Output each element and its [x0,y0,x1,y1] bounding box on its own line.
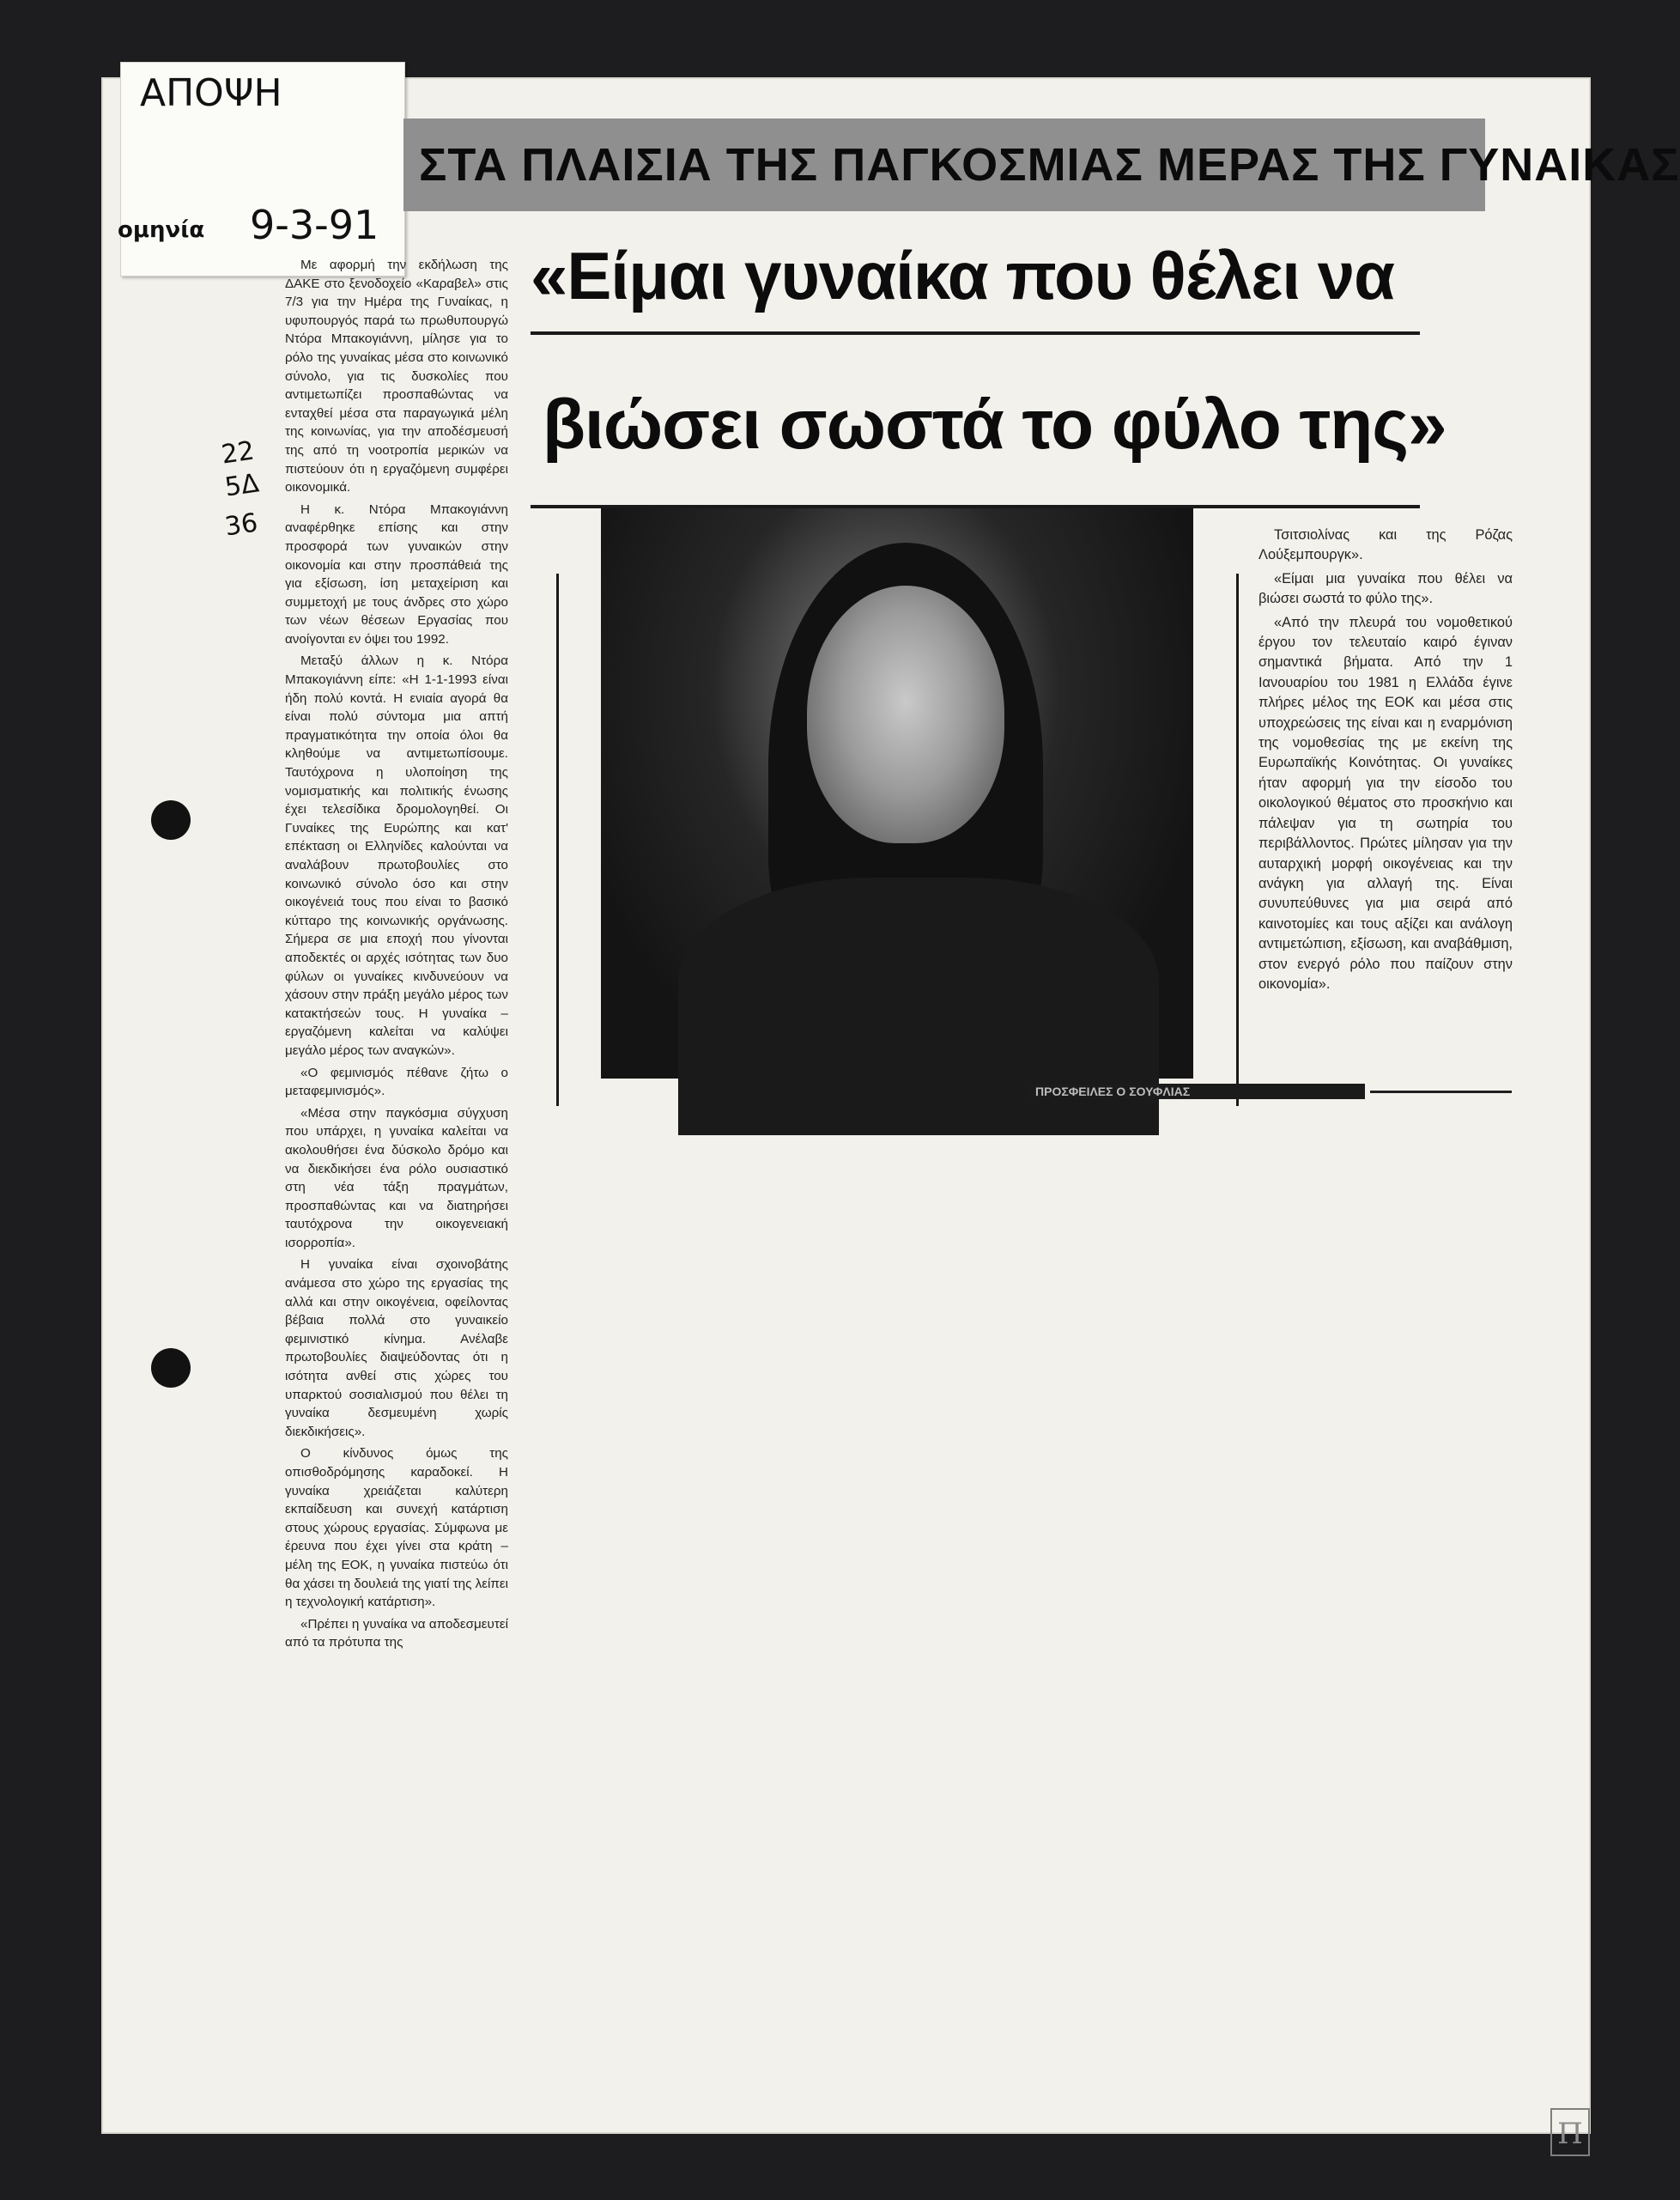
portrait-photo [601,508,1193,1079]
headline-line-2: βιώσει σωστά το φύλο της» [543,386,1446,464]
right-paragraph: «Είμαι μια γυναίκα που θέλει να βιώσει σωστά το φύλο της». [1258,570,1513,607]
left-paragraph: Η γυναίκα είναι σχοινοβάτης ανάμεσα στο χώρο της εργασίας της αλλά και στην οικογένεια, οφείλοντας βέβαια πολλά στο γυναικείο φεμινιστικό κίνημα. Ανέλαβε πρωτοβουλίες διαψεύδοντας ότι η ισότητα ανθεί στις χώρες του υπαρκτού σοσιαλισμού που θέλει τη γυναίκα δεσμευμένη χωρίς διεκδικήσεις». [285,1257,508,1439]
left-paragraph: Η κ. Ντόρα Μπακογιάννη αναφέρθηκε επίσης και στην προσφορά των γυναικών στην οικονομία και στην προσπάθειά της για εξίσωση, ίση μεταχείριση και συμμετοχή με τους άνδρες στο χώρο των νέων θέσεων Εργασίας που ανοίγονται εν όψει του 1992. [285,501,508,647]
publication-note [120,62,405,277]
column-rule-left [556,574,559,1106]
right-paragraph: «Από την πλευρά του νομοθετικού έργου τον τελευταίο καιρό έγιναν σημαντικά βήματα. Από την 1 Ιανουαρίου του 1981 η Ελλάδα έγινε πλήρες μέλος της ΕΟΚ και μέσα στις υποχρεώσεις της είναι και η εναρμόνιση της νομοθεσίας της με εκείνη της Ευρωπαϊκής Κοινότητας. Οι γυναίκες ήταν αφορμή για την είσοδο του οικολογικού θέματος στο προσκήνιο και πάλεψαν για τη σωτηρία του περιβάλλοντος. Πρώτες μίλησαν για την αυταρχική μορφή οικογένειας και την ανάγκη για αλλαγή της. Είναι συνυπεύθυνες για μια σειρά από καινοτομίες και τους αξίζει και ανάλογη αντιμετώπιση, εξίσωση, και αναβάθμιση, στον ενεργό ρόλο που παίζουν στην οικονομία». [1258,614,1513,992]
margin-mark-2: 5Δ [222,468,261,503]
right-paragraph: Τσιτσιολίνας και της Ρόζας Λούξεμπουργκ». [1258,527,1513,563]
punch-hole-top [151,800,191,840]
headline-line-1: «Είμαι γυναίκα που θέλει να [531,238,1395,313]
cut-rule [1370,1091,1512,1093]
section-banner: ΣΤΑ ΠΛΑΙΣΙΑ ΤΗΣ ΠΑΓΚΟΣΜΙΑΣ ΜΕΡΑΣ ΤΗΣ ΓΥΝΑΙΚΑΣ [403,119,1485,211]
date-value: 9-3-91 [250,202,379,248]
archive-logo: Π [1550,2108,1590,2156]
publication-name: ΑΠΟΨΗ [140,71,282,115]
cut-headline-strip: ΠΡΟΣΦΕΙΛΕΣ Ο ΣΟΥΦΛΙΑΣ [1028,1084,1365,1099]
left-paragraph: «Μέσα στην παγκόσμια σύγχυση που υπάρχει, η γυναίκα καλείται να ακολουθήσει ένα δύσκολο δρόμο και να διεκδικήσει ένα ρόλο ουσιαστικό στη νέα τάξη πραγμάτων, προσπαθώντας και να διατηρήσει ταυτόχρονα την οικογενειακή ισορροπία». [285,1105,508,1250]
left-paragraph: «Πρέπει η γυναίκα να αποδεσμευτεί από τα πρότυπα της [285,1616,508,1650]
right-column [1258,526,1513,998]
left-column [285,256,508,1656]
photo-face [807,586,1004,843]
margin-mark-1: 22 [219,435,257,471]
margin-mark-3: 36 [222,507,260,543]
left-paragraph: Ο κίνδυνος όμως της οπισθοδρόμησης καραδοκεί. Η γυναίκα χρειάζεται καλύτερη εκπαίδευση και συνεχή κατάρτιση στους χώρους εργασίας. Σύμφωνα με έρευνα που έχει γίνει στα κράτη – μέλη της ΕΟΚ, η γυναίκα πιστεύω ότι θα χάσει τη δουλειά της γιατί της λείπει η τεχνολογική κατάρτιση». [285,1446,508,1610]
headline-rule-1 [531,331,1420,335]
column-rule-right [1236,574,1239,1106]
left-paragraph: «Ο φεμινισμός πέθανε ζήτω ο μεταφεμινισμός». [285,1065,508,1099]
left-paragraph: Μεταξύ άλλων η κ. Ντόρα Μπακογιάννη είπε: «Η 1-1-1993 είναι ήδη πολύ κοντά. Η ενιαία αγορά θα είναι πολύ σύντομα μια απτή πραγματικότητα την οποία όλοι θα κληθούμε να αντιμετωπίσουμε. Ταυτόχρονα η υλοποίηση της νομισματικής και πολιτικής ένωσης έχει τελεσίδικα δρομολογηθεί. Οι Γυναίκες της Ευρώπης και κατ' επέκταση οι Ελληνίδες καλούνται να αναλάβουν πρωτοβουλίες στο κοινωνικό σύνολο όσο και στην οικογένειά τους που είναι το βασικό κύτταρο της κοινωνικής οργάνωσης. Σήμερα σε μια εποχή που γίνονται αποδεκτές οι αρχές ισότητας των δυο φύλων οι γυναίκες κινδυνεύουν να χάσουν στην πράξη μεγάλο μέρος των κατακτήσεών τους. Η γυναίκα – εργαζόμενη καλείται να καλύψει μεγάλο μέρος των αναγκών». [285,653,508,1058]
date-label: ομηνία [118,217,205,243]
left-paragraph: Με αφορμή την εκδήλωση της ΔΑΚΕ στο ξενοδοχείο «Καραβελ» στις 7/3 για την Ημέρα της Γυναίκας, η υφυπουργός παρά τω πρωθυπουργώ Ντόρα Μπακογιάννη, μίλησε για το ρόλο της γυναίκας μέσα στο κοινωνικό σύνολο, για τις δυσκολίες που αντιμετωπίζει προσπαθώντας να ενταχθεί μέσα στα παραγωγικά μέλη της κοινωνίας, για την αποδέσμευσή της από τη νοοτροπία μερικών να πιστεύουν ότι η εργαζόμενη συμφέρει οικονομικά. [285,258,508,495]
punch-hole-bottom [151,1348,191,1388]
